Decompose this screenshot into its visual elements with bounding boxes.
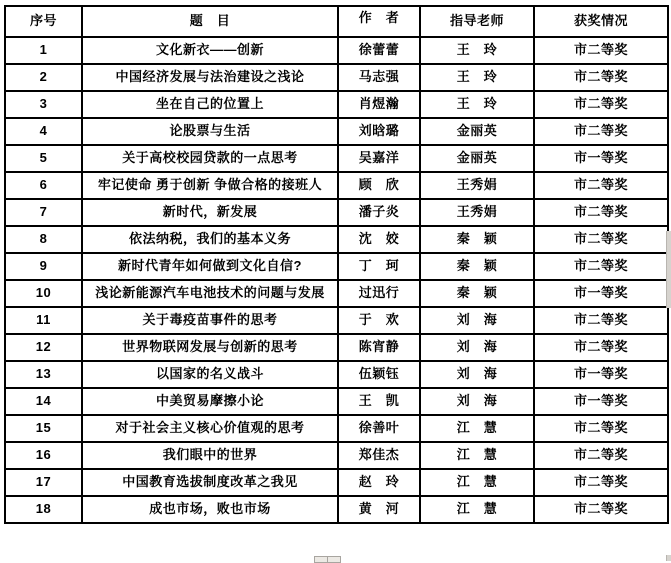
column-header-award: 获奖情况 [534, 6, 668, 37]
table-row [5, 388, 668, 415]
award-cell: 市二等奖 [534, 415, 668, 442]
advisor-cell: 金丽英 [420, 118, 534, 145]
award-cell: 市二等奖 [534, 334, 668, 361]
author-cell: 马志强 [338, 64, 420, 91]
title-cell: 成也市场，败也市场 [82, 496, 338, 523]
author-cell: 伍颖钰 [338, 361, 420, 388]
award-cell: 市一等奖 [534, 388, 668, 415]
author-cell: 赵 玲 [338, 469, 420, 496]
award-cell: 市二等奖 [534, 253, 668, 280]
title-cell: 我们眼中的世界 [82, 442, 338, 469]
advisor-cell: 江 慧 [420, 442, 534, 469]
title-cell: 坐在自己的位置上 [82, 91, 338, 118]
advisor-cell: 刘 海 [420, 388, 534, 415]
advisor-cell: 王 玲 [420, 91, 534, 118]
table-header-row [5, 6, 668, 37]
table-row [5, 280, 668, 307]
title-cell: 关于毒疫苗事件的思考 [82, 307, 338, 334]
title-cell: 中国教育选拔制度改革之我见 [82, 469, 338, 496]
table-row [5, 64, 668, 91]
award-cell: 市二等奖 [534, 442, 668, 469]
row-number-cell: 10 [5, 280, 82, 307]
advisor-cell: 江 慧 [420, 415, 534, 442]
row-number-cell: 4 [5, 118, 82, 145]
title-cell: 以国家的名义战斗 [82, 361, 338, 388]
author-cell: 吴嘉洋 [338, 145, 420, 172]
title-cell: 论股票与生活 [82, 118, 338, 145]
table-row [5, 91, 668, 118]
advisor-cell: 刘 海 [420, 334, 534, 361]
award-cell: 市二等奖 [534, 199, 668, 226]
row-number-cell: 14 [5, 388, 82, 415]
row-number-cell: 17 [5, 469, 82, 496]
table-row [5, 226, 668, 253]
award-cell: 市一等奖 [534, 280, 668, 307]
title-cell: 中美贸易摩擦小论 [82, 388, 338, 415]
title-cell: 依法纳税，我们的基本义务 [82, 226, 338, 253]
author-cell: 郑佳杰 [338, 442, 420, 469]
title-cell: 文化新衣——创新 [82, 37, 338, 64]
advisor-cell: 秦 颖 [420, 253, 534, 280]
table-row [5, 496, 668, 523]
author-cell: 过迅行 [338, 280, 420, 307]
horizontal-scrollbar-fragment[interactable] [314, 556, 341, 563]
advisor-cell: 刘 海 [420, 307, 534, 334]
advisor-cell: 江 慧 [420, 469, 534, 496]
advisor-cell: 金丽英 [420, 145, 534, 172]
award-cell: 市一等奖 [534, 145, 668, 172]
award-cell: 市二等奖 [534, 226, 668, 253]
award-cell: 市一等奖 [534, 361, 668, 388]
award-cell: 市二等奖 [534, 91, 668, 118]
award-cell: 市二等奖 [534, 469, 668, 496]
table-row [5, 415, 668, 442]
title-cell: 新时代青年如何做到文化自信? [82, 253, 338, 280]
row-number-cell: 13 [5, 361, 82, 388]
row-number-cell: 16 [5, 442, 82, 469]
row-number-cell: 2 [5, 64, 82, 91]
table-row [5, 253, 668, 280]
row-number-cell: 12 [5, 334, 82, 361]
row-number-cell: 5 [5, 145, 82, 172]
table-row [5, 199, 668, 226]
table-row [5, 118, 668, 145]
title-cell: 新时代，新发展 [82, 199, 338, 226]
table-row [5, 37, 668, 64]
row-number-cell: 11 [5, 307, 82, 334]
table-row [5, 172, 668, 199]
author-cell: 沈 姣 [338, 226, 420, 253]
award-cell: 市二等奖 [534, 37, 668, 64]
author-cell: 刘晗璐 [338, 118, 420, 145]
title-cell: 浅论新能源汽车电池技术的问题与发展 [82, 280, 338, 307]
author-cell: 王 凯 [338, 388, 420, 415]
table-row [5, 469, 668, 496]
row-number-cell: 8 [5, 226, 82, 253]
column-header-author: 作 者 [338, 6, 420, 37]
award-table [4, 5, 669, 524]
vertical-scrollbar-thumb[interactable] [666, 231, 671, 308]
author-cell: 顾 欣 [338, 172, 420, 199]
advisor-cell: 江 慧 [420, 496, 534, 523]
award-cell: 市二等奖 [534, 118, 668, 145]
table-row [5, 145, 668, 172]
advisor-cell: 刘 海 [420, 361, 534, 388]
advisor-cell: 王 玲 [420, 64, 534, 91]
author-cell: 于 欢 [338, 307, 420, 334]
award-cell: 市二等奖 [534, 172, 668, 199]
author-cell: 徐蕾蕾 [338, 37, 420, 64]
author-cell: 潘子炎 [338, 199, 420, 226]
title-cell: 关于高校校园贷款的一点思考 [82, 145, 338, 172]
column-header-advisor: 指导老师 [420, 6, 534, 37]
author-cell: 肖煜瀚 [338, 91, 420, 118]
award-cell: 市二等奖 [534, 496, 668, 523]
table-row [5, 442, 668, 469]
advisor-cell: 王 玲 [420, 37, 534, 64]
table-row [5, 361, 668, 388]
table-row [5, 334, 668, 361]
author-cell: 丁 珂 [338, 253, 420, 280]
advisor-cell: 王秀娟 [420, 172, 534, 199]
award-cell: 市二等奖 [534, 64, 668, 91]
award-cell: 市二等奖 [534, 307, 668, 334]
title-cell: 中国经济发展与法治建设之浅论 [82, 64, 338, 91]
advisor-cell: 秦 颖 [420, 280, 534, 307]
row-number-cell: 9 [5, 253, 82, 280]
row-number-cell: 6 [5, 172, 82, 199]
author-cell: 黄 河 [338, 496, 420, 523]
advisor-cell: 王秀娟 [420, 199, 534, 226]
row-number-cell: 15 [5, 415, 82, 442]
column-header-title: 题 目 [82, 6, 338, 37]
column-header-number: 序号 [5, 6, 82, 37]
title-cell: 牢记使命 勇于创新 争做合格的接班人 [82, 172, 338, 199]
author-cell: 徐善叶 [338, 415, 420, 442]
row-number-cell: 7 [5, 199, 82, 226]
row-number-cell: 3 [5, 91, 82, 118]
scrollbar-divider [327, 557, 328, 562]
row-number-cell: 1 [5, 37, 82, 64]
row-number-cell: 18 [5, 496, 82, 523]
author-cell: 陈宵静 [338, 334, 420, 361]
advisor-cell: 秦 颖 [420, 226, 534, 253]
table-row [5, 307, 668, 334]
title-cell: 世界物联网发展与创新的思考 [82, 334, 338, 361]
title-cell: 对于社会主义核心价值观的思考 [82, 415, 338, 442]
scrollbar-corner-mark [666, 555, 671, 561]
